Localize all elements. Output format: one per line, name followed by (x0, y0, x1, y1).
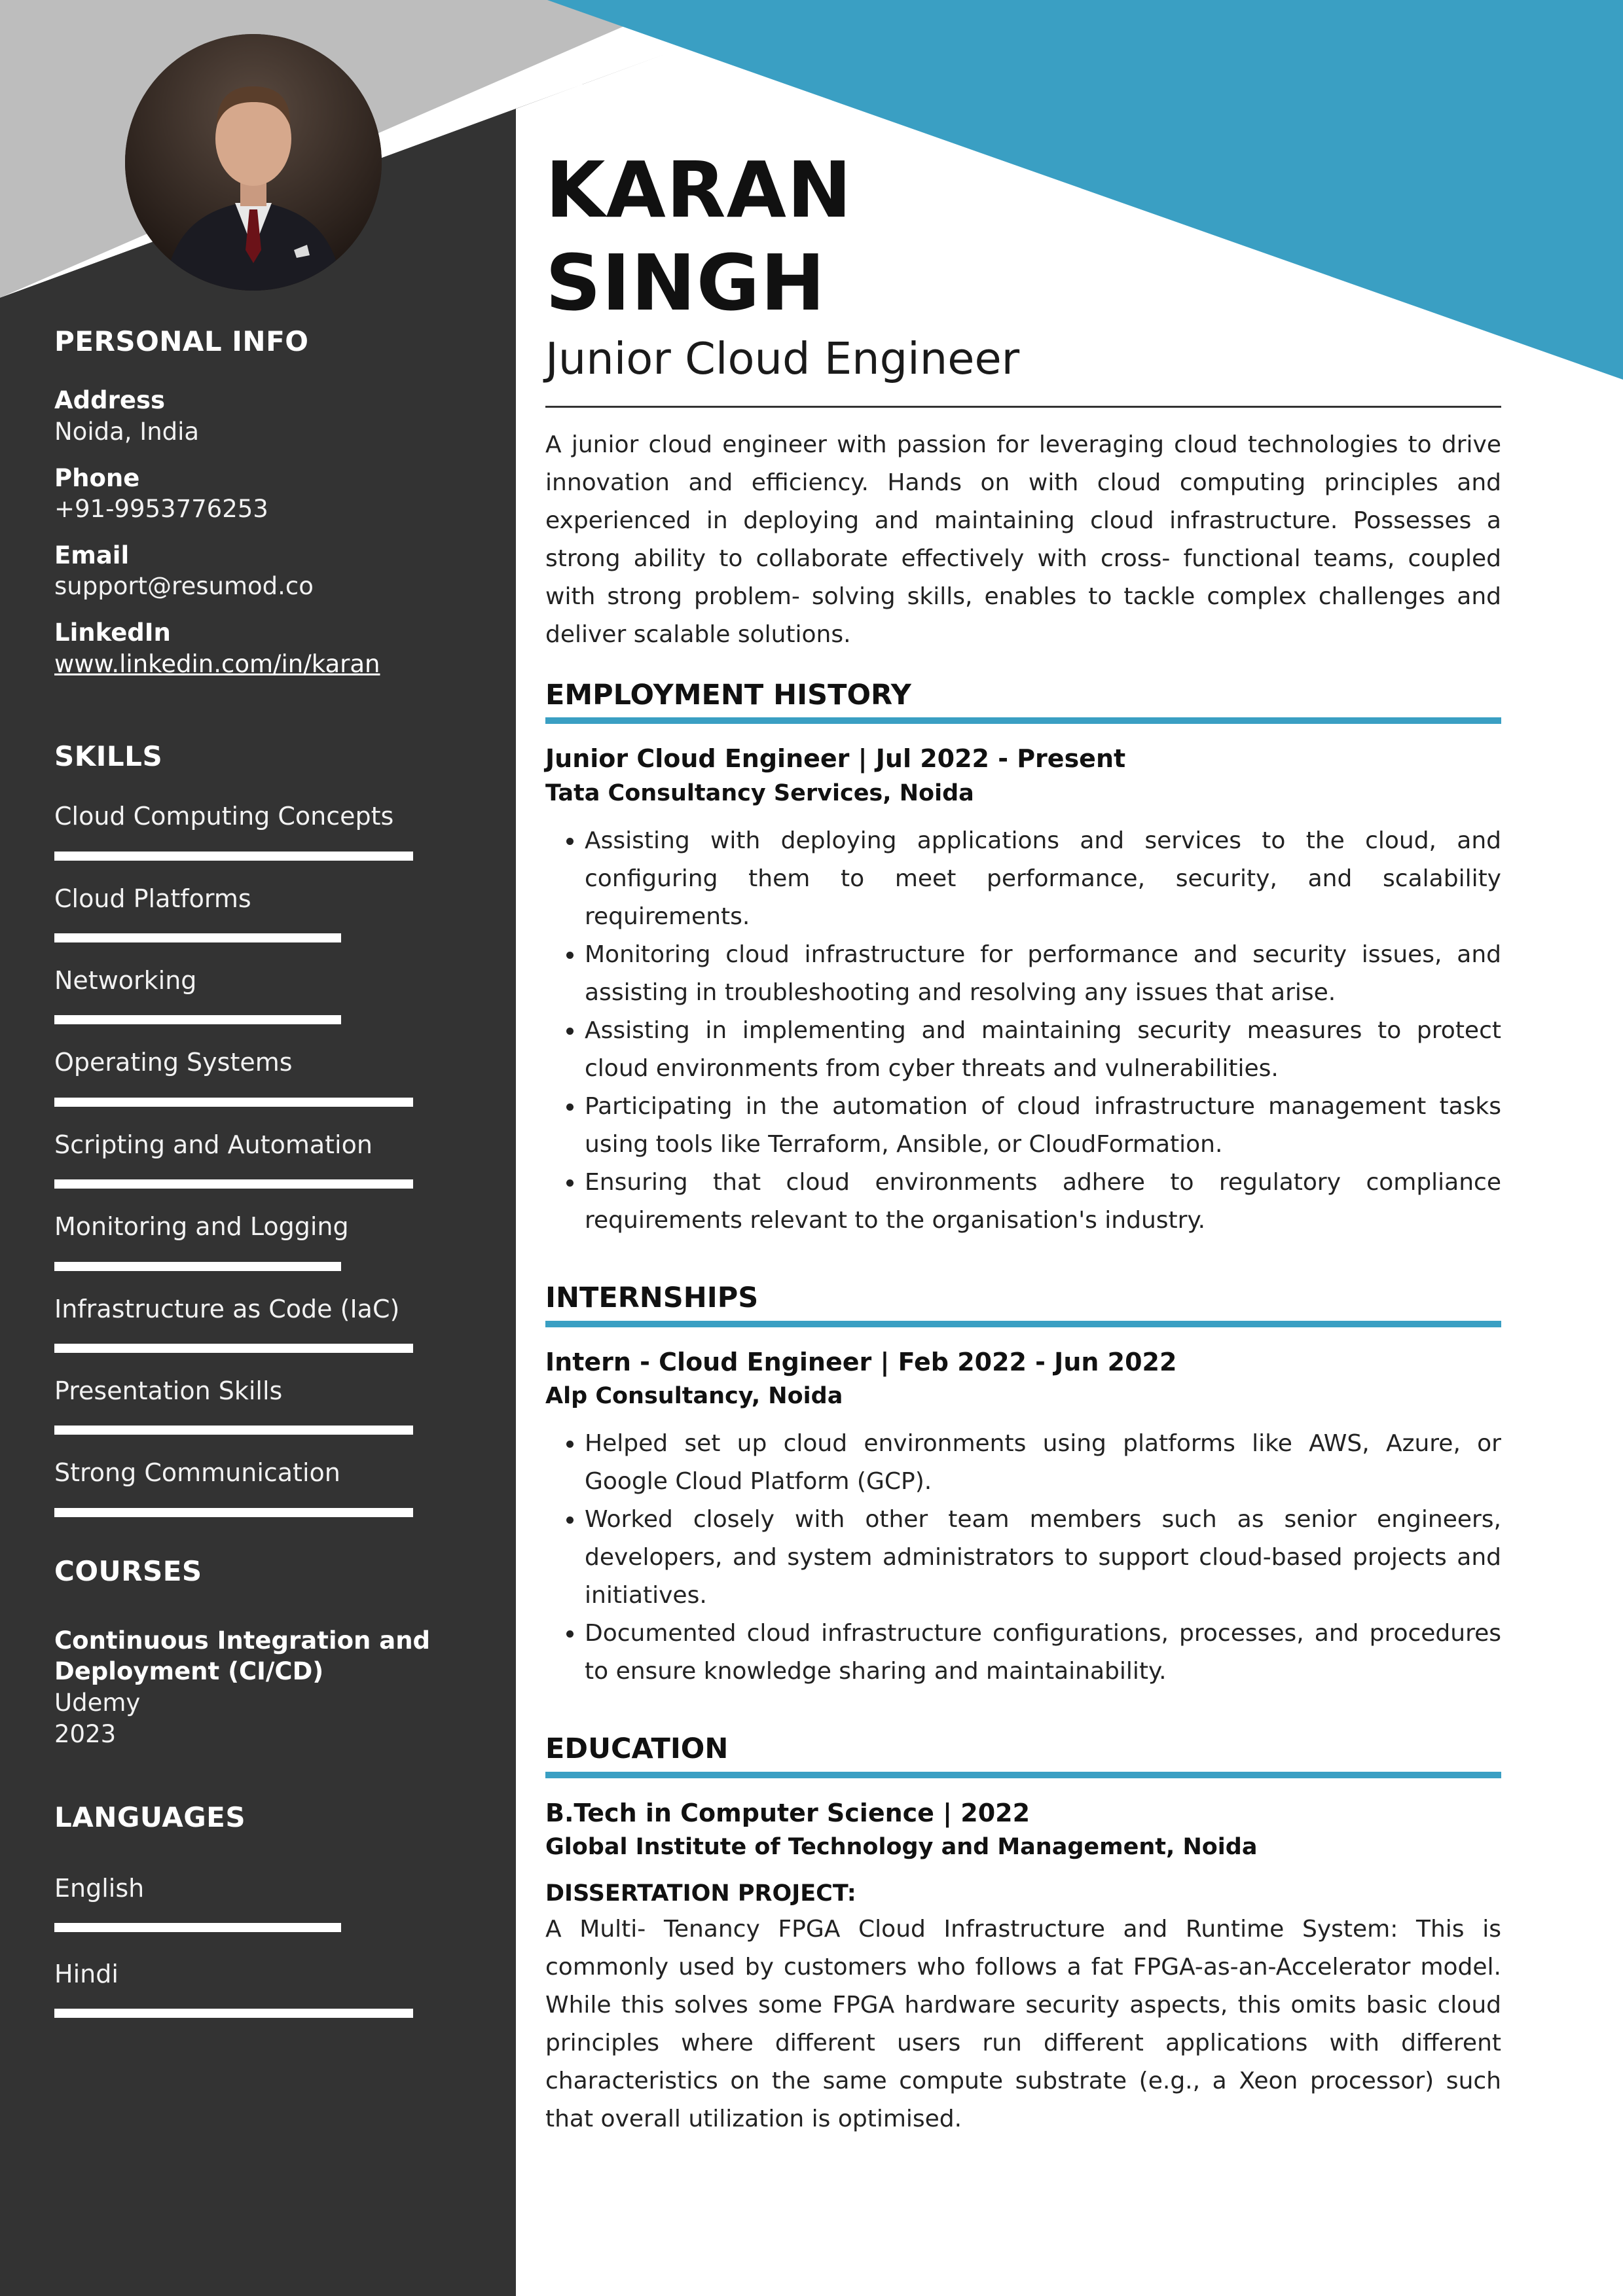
skill-item (54, 800, 460, 860)
course-title: Deployment (CI/CD) (54, 1657, 324, 1686)
profile-photo (125, 34, 382, 291)
degree: B.Tech in Computer Science | 2022 (545, 1799, 1030, 1827)
institute: Global Institute of Technology and Management, Noida (545, 1834, 1258, 1861)
title-divider (545, 406, 1501, 408)
section-divider (545, 717, 1501, 724)
skill-item (54, 1375, 460, 1435)
language-level-bar (54, 2009, 413, 2018)
info-label: LinkedIn (54, 619, 171, 647)
bullet-item: • Ensuring that cloud environments adhere to regulatory compliance requirements relevant to the organisation's industry. (585, 1164, 1501, 1240)
skill-level-bar (54, 852, 413, 861)
language-name: English (54, 1873, 145, 1903)
skill-name: Cloud Platforms (54, 884, 251, 913)
info-label: Address (54, 386, 165, 415)
skill-name: Infrastructure as Code (IaC) (54, 1294, 400, 1323)
info-linkedin (54, 618, 460, 679)
internship-heading: Intern - Cloud Engineer | Feb 2022 - Jun 2022 (545, 1347, 1177, 1376)
skill-level-bar (54, 1015, 341, 1024)
employment-bullets (545, 822, 1501, 1240)
linkedin-link[interactable]: www.linkedin.com/in/karan (54, 649, 380, 678)
employment-section (545, 679, 1501, 1240)
skill-item (54, 1211, 460, 1270)
skill-item (54, 1129, 460, 1189)
bullet-item: • Helped set up cloud environments using platforms like AWS, Azure, or Google Cloud Platform (GCP). (585, 1425, 1501, 1501)
bullet-item: • Documented cloud infrastructure configurations, processes, and procedures to ensure knowledge sharing and maintainability. (585, 1615, 1501, 1691)
section-divider (545, 1321, 1501, 1327)
course-title: Continuous Integration and (54, 1626, 431, 1655)
skill-item (54, 1457, 460, 1516)
internships-section (545, 1282, 1501, 1691)
personal-info-heading: PERSONAL INFO (54, 325, 309, 357)
skill-name: Networking (54, 965, 197, 995)
info-value: Noida, India (54, 417, 200, 446)
skill-level-bar (54, 1262, 341, 1271)
job-heading: Junior Cloud Engineer | Jul 2022 - Present (545, 744, 1126, 774)
languages-heading: LANGUAGES (54, 1801, 246, 1834)
education-heading: EDUCATION (545, 1732, 729, 1766)
employment-heading: EMPLOYMENT HISTORY (545, 678, 911, 711)
sidebar (0, 298, 516, 2018)
internship-bullets (545, 1425, 1501, 1691)
skill-level-bar (54, 1426, 413, 1435)
bullet-item: • Participating in the automation of cloud infrastructure management tasks using tools like Terraform, Ansible, or CloudFormation. (585, 1088, 1501, 1164)
skill-level-bar (54, 1179, 413, 1189)
skill-level-bar (54, 1508, 413, 1517)
info-address (54, 386, 460, 447)
skill-item (54, 965, 460, 1024)
skill-name: Cloud Computing Concepts (54, 802, 394, 831)
info-label: Email (54, 541, 130, 570)
last-name: SINGH (545, 237, 826, 328)
skill-level-bar (54, 1098, 413, 1107)
dissertation-text: A Multi- Tenancy FPGA Cloud Infrastructure and Runtime System: This is commonly used by customers who follows a fat FPGA-as-an-Accelerator model. While this solves some FPGA hardware security aspects, this omits basic cloud principles where different users run different applications with different characteristics on the same compute substrate (e.g., a Xeon processor) such that overall utilization is optimised. (545, 1916, 1501, 2133)
language-level-bar (54, 1923, 341, 1932)
info-label: Phone (54, 463, 140, 492)
skill-name: Presentation Skills (54, 1376, 283, 1405)
skill-item (54, 883, 460, 942)
bullet-item: • Worked closely with other team members such as senior engineers, developers, and system administrators to support cloud-based projects and initiatives. (585, 1501, 1501, 1615)
skill-item (54, 1293, 460, 1353)
skill-name: Monitoring and Logging (54, 1212, 349, 1242)
courses-heading: COURSES (54, 1554, 202, 1587)
bullet-item: • Monitoring cloud infrastructure for performance and security issues, and assisting in troubleshooting and resolving any issues that arise. (585, 936, 1501, 1012)
course-year: 2023 (54, 1720, 117, 1749)
skill-name: Scripting and Automation (54, 1130, 373, 1159)
bullet-item: • Assisting in implementing and maintaining security measures to protect cloud environments from cyber threats and vulnerabilities. (585, 1012, 1501, 1088)
skill-name: Operating Systems (54, 1048, 293, 1077)
skills-list (54, 800, 460, 1517)
internship-organisation: Alp Consultancy, Noida (545, 1382, 843, 1409)
language-item (54, 1958, 460, 2018)
course-item (54, 1626, 460, 1750)
bullet-item: • Assisting with deploying applications and services to the cloud, and configuring them to meet performance, security, and scalability requirements. (585, 822, 1501, 936)
internships-heading: INTERNSHIPS (545, 1282, 759, 1315)
languages-list (54, 1873, 460, 2018)
course-provider: Udemy (54, 1689, 141, 1717)
job-organisation: Tata Consultancy Services, Noida (545, 780, 974, 806)
education-section (545, 1732, 1501, 2138)
language-item (54, 1873, 460, 1932)
info-value: +91-9953776253 (54, 494, 268, 523)
job-title: Junior Cloud Engineer (545, 333, 1020, 385)
info-email (54, 541, 460, 602)
email-link[interactable]: support@resumod.co (54, 572, 314, 601)
skill-item (54, 1047, 460, 1106)
skill-name: Strong Communication (54, 1458, 340, 1488)
language-name: Hindi (54, 1960, 119, 1988)
skill-level-bar (54, 1344, 413, 1353)
first-name: KARAN (545, 145, 852, 235)
main-content (545, 144, 1501, 2138)
dissertation-label: DISSERTATION PROJECT: (545, 1880, 856, 1907)
person-portrait-icon (125, 34, 382, 291)
info-phone (54, 463, 460, 525)
skill-level-bar (54, 933, 341, 942)
section-divider (545, 1772, 1501, 1778)
skills-heading: SKILLS (54, 740, 163, 772)
profile-summary: A junior cloud engineer with passion for leveraging cloud technologies to drive innovation and efficiency. Hands on with cloud computing principles and experienced in deploying and maintaining cloud infrastructure. Possesses a strong ability to collaborate effectively with cross- functional teams, coupled with strong problem- solving skills, enables to tackle complex challenges and deliver scalable solutions. (545, 431, 1501, 648)
